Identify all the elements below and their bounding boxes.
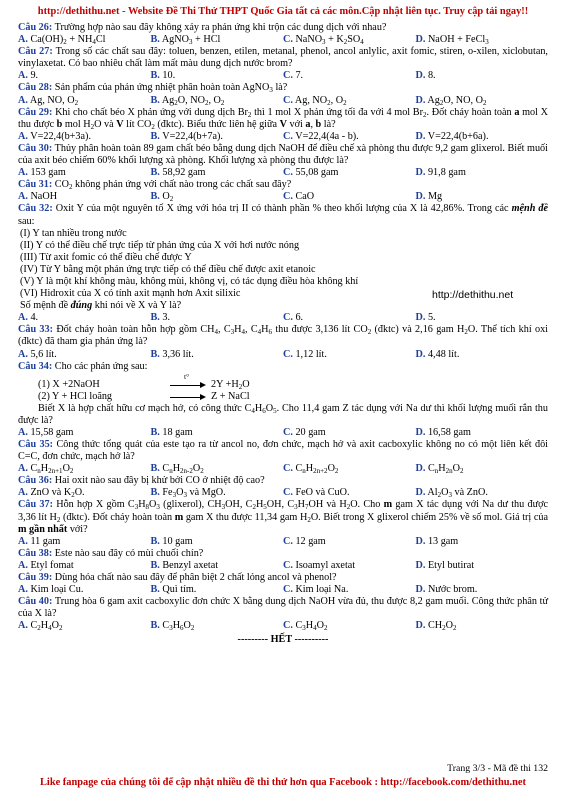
heat-label: t° bbox=[184, 371, 190, 381]
question-28: Câu 28: Sản phẩm của phản ứng nhiệt phân hoàn toàn AgNO$_3$ là? bbox=[18, 82, 288, 95]
question-40 bbox=[18, 596, 548, 620]
site-header-banner[interactable]: http://dethithu.net - Website Đề Thi Thử THPT Quốc Gia tất cả các môn.Cập nhật liên tục. Truy cập tải ngay!! bbox=[37, 6, 529, 17]
option-b[interactable]: B. 10. bbox=[150, 70, 176, 82]
question-26 bbox=[18, 22, 548, 34]
question-text: Trường hợp nào sau đây không xảy ra phản ứng khi trộn các dung dịch với nhau? bbox=[54, 22, 387, 33]
option-d[interactable]: D. 13 gam bbox=[415, 535, 459, 547]
question-number: Câu 27: bbox=[18, 46, 53, 58]
question-number: Câu 26: bbox=[18, 22, 53, 33]
option-c[interactable]: C. CaO bbox=[283, 191, 315, 203]
option-b[interactable]: B. $O_2$ bbox=[150, 191, 174, 204]
option-c[interactable]: C. V=22,4(4a - b). bbox=[283, 130, 359, 142]
option-a[interactable]: A. 5,6 lít. bbox=[18, 348, 57, 360]
option-b[interactable]: B. $Fe_3O_3$ và MgO. bbox=[150, 487, 226, 500]
option-c[interactable]: C. 7. bbox=[283, 70, 304, 82]
option-d[interactable]: D. 8. bbox=[415, 70, 436, 82]
option-c[interactable]: C. FeO và CuO. bbox=[283, 487, 350, 499]
question-number: Câu 36: bbox=[18, 475, 53, 487]
option-d[interactable]: D. 91,8 gam bbox=[415, 167, 466, 179]
question-32: Câu 32: Oxit Y của một nguyên tố X ứng với hóa trị II có thành phần % theo khối lượng của X là 42,86%. Trong các mệnh đề sau: bbox=[18, 203, 549, 227]
question-37: Câu 37: Hỗn hợp X gồm $C_3H_8O_3$ (glixerol), $CH_3OH$, $C_2H_5OH$, $C_3H_7OH$ và $H_2O$. Cho m gam X tác dụng với Na dư thu được 3,36 lít $H_2$ (đktc). Đốt cháy hoàn toàn m gam X thu được 11,34 gam $H_2O$. Biết trong X glixerol chiếm 25% về số mol. Giá trị của m gần nhất với? bbox=[18, 499, 549, 535]
question-number: Câu 34: bbox=[18, 360, 53, 372]
option-b[interactable]: B. $C_nH_{2n-2}O_2$ bbox=[150, 463, 204, 476]
question-34 bbox=[18, 361, 548, 373]
question-number: Câu 31: bbox=[18, 179, 53, 191]
answer-options bbox=[18, 560, 548, 572]
reaction-arrow bbox=[170, 397, 200, 398]
question-number: Câu 37: bbox=[18, 499, 53, 511]
answer-options bbox=[18, 620, 548, 632]
answer-options bbox=[18, 34, 548, 46]
reaction-2-right: Z + NaCl bbox=[211, 390, 250, 402]
option-b[interactable]: B. $C_3H_6O_2$ bbox=[150, 620, 195, 633]
exam-page-content bbox=[18, 22, 548, 646]
option-d[interactable]: D. NaOH + FeCl$_3$ bbox=[415, 34, 489, 47]
option-b[interactable]: B. AgNO$_3$ + HCl bbox=[150, 34, 221, 47]
option-a[interactable]: A. Ag, NO, $O_2$ bbox=[18, 94, 79, 107]
option-d[interactable]: D. 16,58 gam bbox=[415, 426, 471, 438]
option-c[interactable]: C. 6. bbox=[283, 312, 304, 324]
option-a[interactable]: A. $Ca(OH)_2 + NH_4Cl$ bbox=[18, 34, 106, 47]
arrow-head-icon bbox=[200, 382, 206, 388]
statement-2: (II) Y có thể điều chế trực tiếp từ phản ứng của X với hơi nước nóng bbox=[20, 239, 300, 251]
question-number: Câu 29: bbox=[18, 106, 53, 118]
question-35 bbox=[18, 439, 548, 463]
question-39 bbox=[18, 572, 548, 584]
option-a[interactable]: A. $C_2H_4O_2$ bbox=[18, 620, 63, 633]
option-b[interactable]: B. V=22,4(b+7a). bbox=[150, 130, 223, 142]
option-b[interactable]: B. Quì tím. bbox=[150, 584, 197, 596]
statement-3: (III) Từ axit fomic có thể điều chế được Y bbox=[20, 251, 192, 263]
question-32-ask: Số mệnh đề đúng khi nói về X và Y là? bbox=[20, 300, 182, 312]
option-c[interactable]: C. 55,08 gam bbox=[283, 167, 339, 179]
option-c[interactable]: C. $C_nH_{2n+2}O_2$ bbox=[283, 463, 339, 476]
option-a[interactable]: A. 4. bbox=[18, 312, 39, 324]
question-number: Câu 28: bbox=[18, 82, 53, 94]
option-d[interactable]: D. $CH_2O_2$ bbox=[415, 620, 457, 633]
option-d[interactable]: D. $Ag_2O$, NO, $O_2$ bbox=[415, 94, 487, 107]
question-27 bbox=[18, 46, 548, 70]
question-30 bbox=[18, 143, 548, 167]
option-a[interactable]: A. 153 gam bbox=[18, 167, 66, 179]
option-a[interactable]: A. Kim loại Cu. bbox=[18, 584, 84, 596]
answer-options bbox=[18, 167, 548, 179]
statement-5: (V) Y là một khí không màu, không mùi, không vị, có tác dụng điều hòa không khí bbox=[20, 275, 359, 287]
question-34-ask: Biết X là hợp chất hữu cơ mạch hở, có công thức $C_4H_6O_5$. Cho 11,4 gam Z tác dụng với Na dư thì khối lượng muối rắn thu được là? bbox=[18, 402, 548, 426]
answer-options bbox=[18, 70, 548, 82]
option-a[interactable]: A. 9. bbox=[18, 70, 39, 82]
option-d[interactable]: D. $Al_2O_3$ và ZnO. bbox=[415, 487, 488, 500]
watermark-link[interactable]: http://dethithu.net bbox=[432, 289, 514, 301]
question-text: Trong số các chất sau đây: toluen, benzen, etilen, metanal, phenol, ancol anlylic, axit fomic, stiren, o-xilen, xiclobutan, vinylaxetat. Có bao nhiêu chất làm mất màu dung dịch nước brom? bbox=[18, 46, 548, 70]
option-a[interactable]: A. ZnO và $K_2O$. bbox=[18, 487, 85, 500]
answer-options bbox=[18, 536, 548, 548]
option-b[interactable]: B. 18 gam bbox=[150, 426, 193, 438]
question-number: Câu 40: bbox=[18, 596, 53, 608]
option-c[interactable]: C. 12 gam bbox=[283, 535, 326, 547]
question-31: Câu 31: $CO_2$ không phản ứng với chất nào trong các chất sau đây? bbox=[18, 179, 292, 192]
statement-4: (IV) Từ Y bằng một phản ứng trực tiếp có thể điều chế được axit etanoic bbox=[20, 263, 316, 275]
option-b[interactable]: B. 58,92 gam bbox=[150, 167, 206, 179]
question-text: không phản ứng với chất nào trong các chất sau đây? bbox=[72, 179, 292, 191]
reaction-1-left: (1) X +2NaOH bbox=[38, 378, 100, 390]
question-number: Câu 32: bbox=[18, 203, 53, 215]
statement-6: (VI) Hidroxit của X có tính axit mạnh hơn Axit silixic bbox=[20, 288, 241, 300]
option-b[interactable]: B. 3. bbox=[150, 312, 171, 324]
question-number: Câu 39: bbox=[18, 572, 53, 584]
reaction-arrow bbox=[170, 385, 200, 386]
option-b[interactable]: B. Benzyl axetat bbox=[150, 559, 219, 571]
answer-options bbox=[18, 312, 548, 324]
question-text: Thủy phân hoàn toàn 89 gam chất béo bằng dung dịch NaOH để điều chế xà phòng thu được 9,2 gam glixerol. Biết muối của axit béo chiếm 60% khối lượng xà phòng. Khối lượng xà phòng thu được là? bbox=[18, 142, 548, 167]
option-d[interactable]: D. Mg bbox=[415, 191, 443, 203]
answer-options bbox=[18, 463, 548, 475]
question-text: Trung hòa 6 gam axit cacboxylic đơn chức X bằng dung dịch NaOH vừa đủ, thu được 8,2 gam muối. Công thức phân tử của X là? bbox=[18, 596, 548, 620]
question-number: Câu 30: bbox=[18, 142, 53, 154]
reaction-equations bbox=[18, 373, 548, 403]
option-c[interactable]: C. $C_3H_4O_2$ bbox=[283, 620, 328, 633]
answer-options bbox=[18, 487, 548, 499]
question-38 bbox=[18, 548, 548, 560]
question-text: Cho các phản ứng sau: bbox=[54, 360, 148, 372]
option-a[interactable]: A. $C_nH_{2n+1}O_2$ bbox=[18, 463, 74, 476]
option-b[interactable]: B. 3,36 lít. bbox=[150, 348, 194, 360]
option-c[interactable]: C. 20 gam bbox=[283, 426, 326, 438]
option-a[interactable]: A. 15,58 gam bbox=[18, 426, 74, 438]
option-a[interactable]: A. 11 gam bbox=[18, 535, 61, 547]
answer-options bbox=[18, 191, 548, 203]
question-text: Sản phẩm của phản ứng nhiệt phân hoàn toàn AgNO bbox=[54, 82, 270, 94]
question-number: Câu 38: bbox=[18, 547, 53, 559]
option-c[interactable]: C. NaNO$_3$ + $K_2SO_4$ bbox=[283, 34, 364, 47]
option-d[interactable]: D. Etyl butirat bbox=[415, 559, 475, 571]
option-d[interactable]: D. V=22,4(b+6a). bbox=[415, 130, 489, 142]
answer-options bbox=[18, 131, 548, 143]
page-number: Trang 3/3 - Mã đề thi 132 bbox=[447, 763, 548, 774]
question-29: Câu 29: Khi cho chất béo X phản ứng với dung dịch $Br_2$ thì 1 mol X phản ứng tối đa với 4 mol $Br_2$. Đốt cháy hoàn toàn a mol X thu được b mol $H_2O$ và V lít $CO_2$ (đktc). Biểu thức liên hệ giữa V với a, b là? bbox=[18, 106, 548, 131]
option-c[interactable]: C. Isoamyl axetat bbox=[283, 559, 356, 571]
question-text: Hai oxit nào sau đây bị khử bởi CO ở nhiệt độ cao? bbox=[54, 475, 265, 487]
arrow-head-icon bbox=[200, 394, 206, 400]
answer-options bbox=[18, 349, 548, 361]
option-c[interactable]: C. Kim loại Na. bbox=[283, 584, 349, 596]
question-text: Dùng hóa chất nào sau đây để phân biệt 2 chất lỏng ancol và phenol? bbox=[54, 572, 337, 584]
question-33: Câu 33: Đốt cháy hoàn toàn hỗn hợp gồm $CH_4$, $C_3H_4$, $C_4H_6$ thu được 3,136 lít $CO_2$ (đktc) và 2,16 gam $H_2O$. Thể tích khí oxi (đktc) đã tham gia phản ứng là? bbox=[18, 324, 549, 348]
reaction-2-left: (2) Y + HCl loãng bbox=[38, 390, 113, 402]
statement-1: (I) Y tan nhiều trong nước bbox=[20, 227, 127, 239]
option-d[interactable]: D. 4,48 lít. bbox=[415, 348, 460, 360]
option-d[interactable]: D. 5. bbox=[415, 312, 436, 324]
question-text: Công thức tổng quát của este tạo ra từ ancol no, đơn chức, mạch hở và axit cacboxylic không no có một liên kết đôi C=C, đơn chức, mạch hở là? bbox=[18, 439, 548, 463]
question-number: Câu 35: bbox=[18, 439, 54, 450]
option-b[interactable]: B. $Ag_2O$, $NO_2$, $O_2$ bbox=[150, 94, 225, 107]
question-36 bbox=[18, 475, 548, 487]
answer-options bbox=[18, 584, 548, 596]
option-b[interactable]: B. 10 gam bbox=[150, 535, 193, 547]
option-d[interactable]: D. $C_nH_{2n}O_2$ bbox=[415, 463, 464, 476]
footer-banner[interactable]: Like fanpage của chúng tôi để cập nhật nhiều đề thi thử hơn qua Facebook : http://facebook.com/dethithu.net bbox=[40, 777, 526, 788]
option-c[interactable]: C. Ag, $NO_2$, $O_2$ bbox=[283, 94, 347, 107]
option-a[interactable]: A. Etyl fomat bbox=[18, 559, 74, 571]
option-a[interactable]: A. V=22,4(b+3a). bbox=[18, 130, 91, 142]
option-c[interactable]: C. 1,12 lít. bbox=[283, 348, 327, 360]
reaction-1-right: $2Y +H_2O$ bbox=[211, 378, 250, 391]
end-marker: --------- HẾT ---------- bbox=[237, 633, 329, 645]
question-text: Este nào sau đây có mùi chuối chín? bbox=[54, 547, 204, 559]
option-d[interactable]: D. Nước brom. bbox=[415, 584, 478, 596]
answer-options bbox=[18, 427, 548, 439]
answer-options bbox=[18, 95, 548, 107]
question-number: Câu 33: bbox=[18, 324, 54, 336]
option-a[interactable]: A. NaOH bbox=[18, 191, 58, 203]
